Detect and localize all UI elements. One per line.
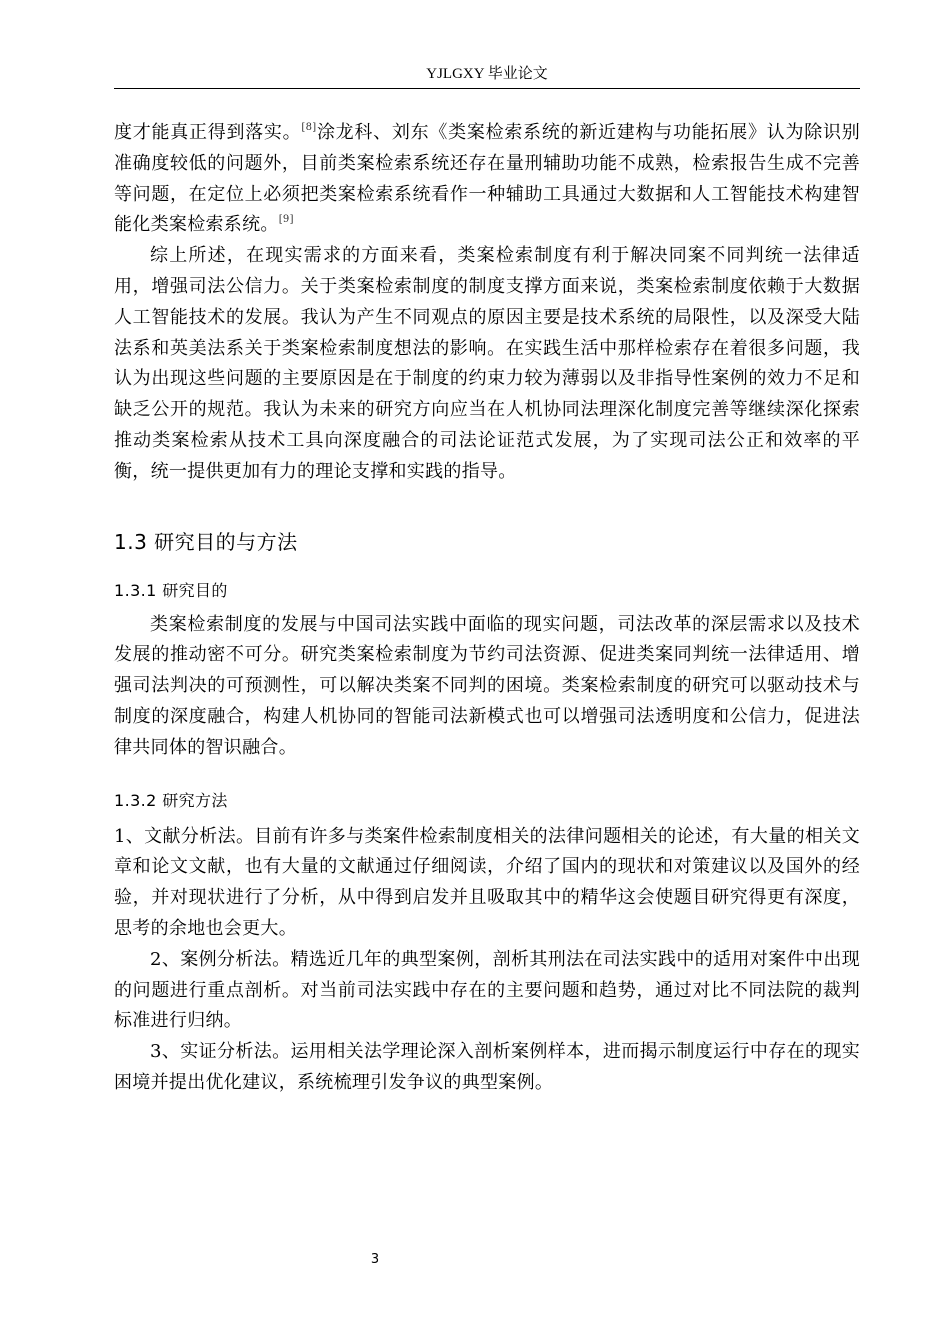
method-item-case: 2、案例分析法。精选近几年的典型案例，剖析其刑法在司法实践中的适用对案件中出现的问题进行重点剖析。对当前司法实践中存在的主要问题和趋势，通过对比不同法院的裁判标准进行归纳。 [114, 948, 860, 1032]
header-divider [114, 88, 860, 89]
page-number: 3 [370, 1252, 380, 1267]
paragraph-text: 度才能真正得到落实。 [114, 122, 302, 143]
body-paragraph-summary: 综上所述，在现实需求的方面来看，类案检索制度有利于解决同案不同判统一法律适用，增强司法公信力。关于类案检索制度的制度支撑方面来说，类案检索制度依赖于大数据人工智能技术的发展。我认为产生不同观点的原因主要是技术系统的局限性，以及深受大陆法系和英美法系关于类案检索制度想法的影响。在实践生活中那样检索存在着很多问题，我认为出现这些问题的主要原因是在于制度的约束力较为薄弱以及非指导性案例的效力不足和缺乏公开的规范。我认为未来的研究方向应当在人机协同法理深化制度完善等继续深化探索推动类案检索从技术工具向深度融合的司法论证范式发展，为了实现司法公正和效率的平衡，统一提供更加有力的理论支撑和实践的指导。 [114, 245, 860, 482]
body-paragraph-continued [114, 118, 860, 241]
method-item-empirical: 3、实证分析法。运用相关法学理论深入剖析案例样本，进而揭示制度运行中存在的现实困境并提出优化建议，系统梳理引发争议的典型案例。 [114, 1041, 860, 1093]
method-item-literature: 1、文献分析法。目前有许多与类案件检索制度相关的法律问题相关的论述，有大量的相关文章和论文文献，也有大量的文献通过仔细阅读，介绍了国内的现状和对策建议以及国外的经验，并对现状进行了分析，从中得到启发并且吸取其中的精华这会使题目研究得更有深度，思考的余地也会更大。 [114, 825, 860, 939]
citation-reference[interactable]: [8] [301, 122, 317, 133]
subsection-heading-purpose: 1.3.1 研究目的 [114, 580, 228, 600]
page-header-title: YJLGXY 毕业论文 [426, 66, 548, 82]
body-paragraph-purpose: 类案检索制度的发展与中国司法实践中面临的现实问题，司法改革的深层需求以及技术发展的推动密不可分。研究类案检索制度为节约司法资源、促进类案同判统一法律适用、增强司法判决的可预测性，可以解决类案不同判的困境。类案检索制度的研究可以驱动技术与制度的深度融合，构建人机协同的智能司法新模式也可以增强司法透明度和公信力，促进法律共同体的智识融合。 [114, 613, 860, 758]
page-body [114, 118, 860, 1099]
section-heading: 1.3 研究目的与方法 [114, 529, 298, 554]
citation-reference[interactable]: [9] [278, 214, 294, 226]
subsection-heading-methods: 1.3.2 研究方法 [114, 790, 228, 810]
paragraph-text: 涂龙科、刘东《类案检索系统的新近建构与功能拓展》认为除识别准确度较低的问题外，目前类案检索系统还存在量刑辅助功能不成熟，检索报告生成不完善等问题，在定位上必须把类案检索系统看作一种辅助工具通过大数据和人工智能技术构建智能化类案检索系统。 [114, 122, 861, 236]
